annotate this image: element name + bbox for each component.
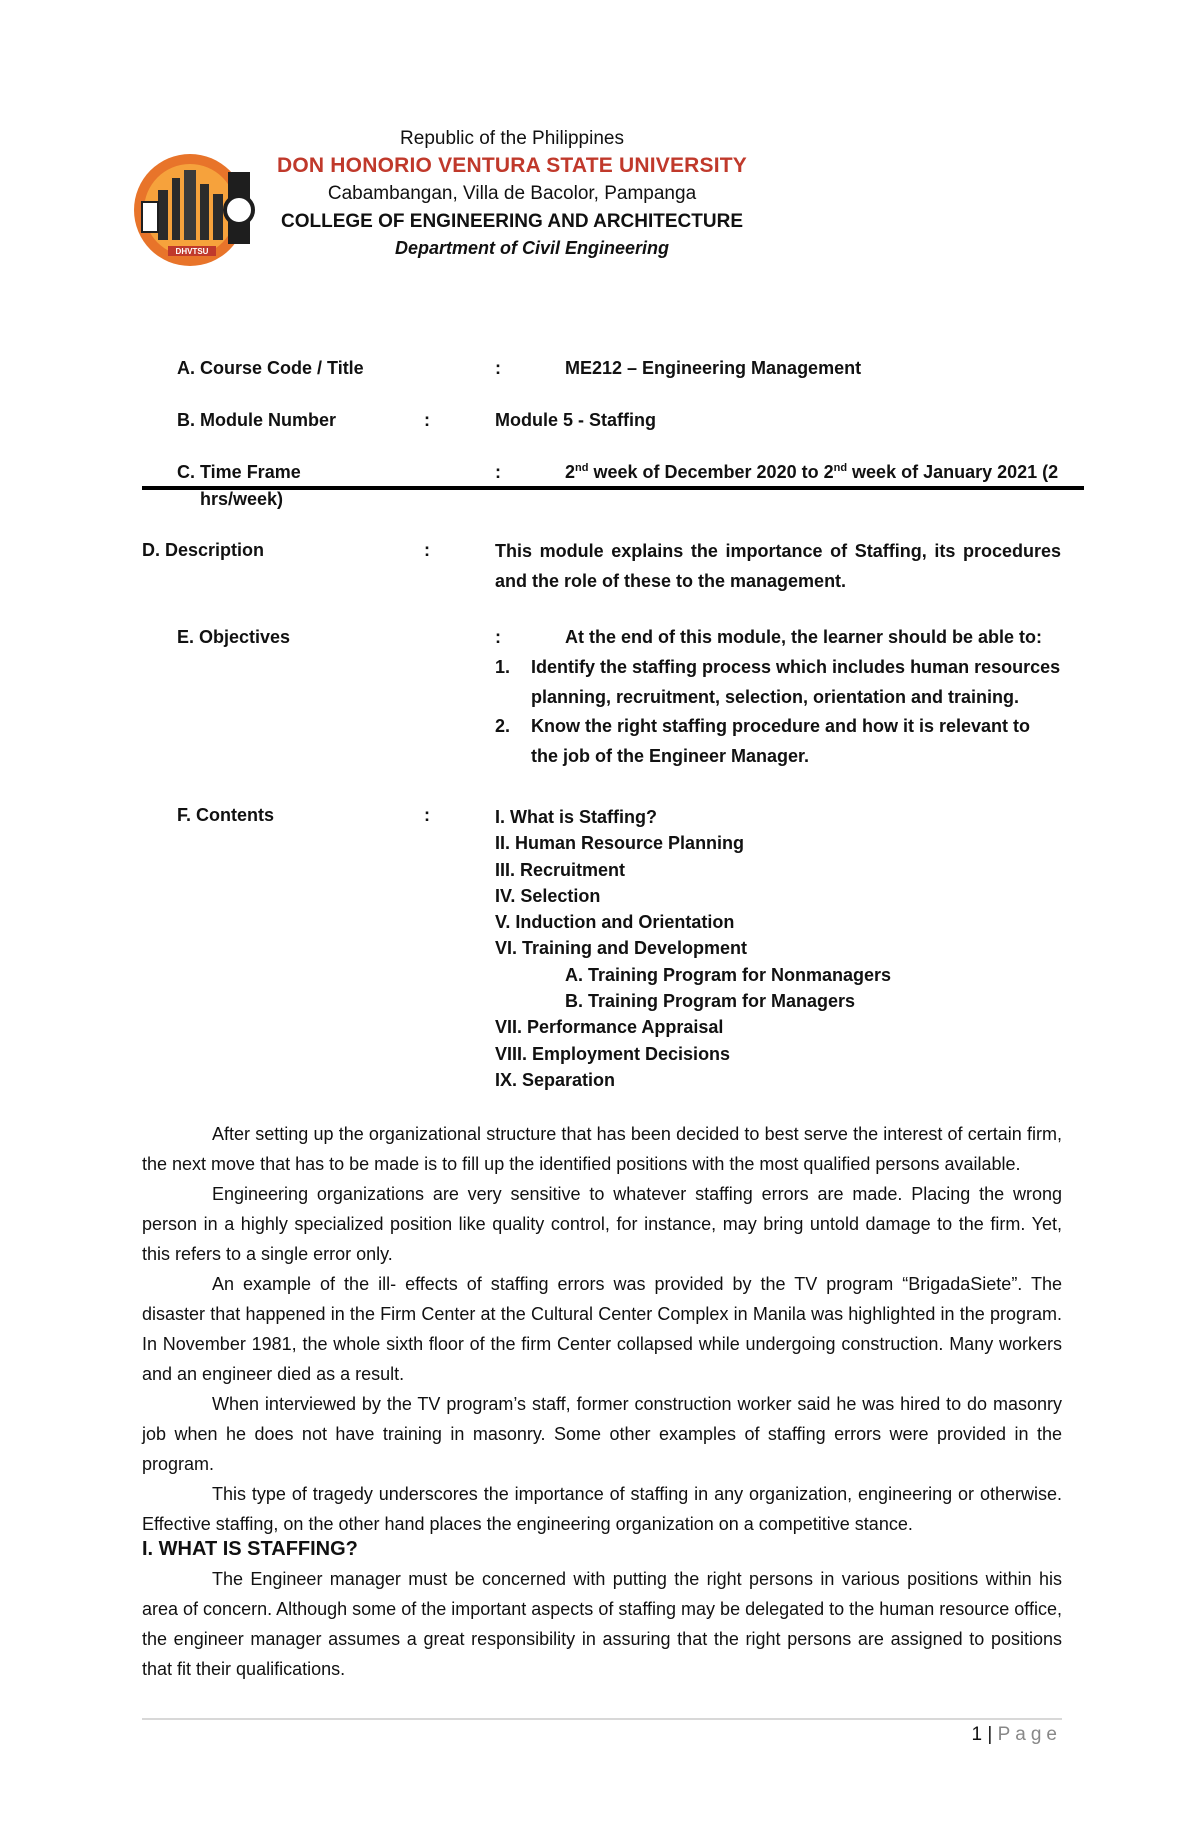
contents-item: VII. Performance Appraisal [495,1017,724,1038]
body-paragraph: Engineering organizations are very sensitive to whatever staffing errors are made. Placing the wrong person in a highly specialized position like quality control, for instance, may bring untold damage to the firm. Yet, this refers to a single error only. [142,1184,1062,1264]
university-address: Cabambangan, Villa de Bacolor, Pampanga [327,183,697,204]
description-text: This module explains the importance of Staffing, its procedures and the role of these to the management. [495,541,1061,591]
page-number [920,1724,1062,1746]
objective-item: 2. Know the right staffing procedure and how it is relevant to the job of the Engineer Manager. [495,716,1031,766]
body-paragraph: When interviewed by the TV program’s staff, former construction worker said he was hired to do masonry job when he does not have training in masonry. Some other examples of staffing errors were provided in the program. [142,1394,1062,1474]
header-rule [142,486,1084,490]
objectives-colon: : [495,627,501,647]
module-number-value: Module 5 - Staffing [495,410,656,430]
contents-item: VI. Training and Development [495,938,748,959]
body-paragraph: After setting up the organizational structure that has been decided to best serve the interest of certain firm, the next move that has to be made is to fill up the identified positions with the most qualified persons available. [142,1124,1062,1174]
page-number-value: 1 [971,1724,983,1745]
university-name: DON HONORIO VENTURA STATE UNIVERSITY [277,154,747,177]
contents-item: II. Human Resource Planning [495,833,745,854]
time-frame-colon: : [495,462,501,482]
contents-item: I. What is Staffing? [495,807,657,827]
contents-subitem: A. Training Program for Nonmanagers [565,964,892,985]
page-separator: | [987,1724,993,1745]
objectives-intro: At the end of this module, the learner should be able to: [565,627,1043,647]
course-code-label: A. Course Code / Title [177,358,364,378]
section-body [142,1564,1062,1684]
body-paragraph: This type of tragedy underscores the importance of staffing in any organization, engineering or otherwise. Effective staffing, on the other hand places the engineering organization on a competitive stance. [142,1484,1062,1534]
course-code-colon: : [495,358,501,378]
contents-label: F. Contents [177,805,274,825]
contents-colon: : [424,805,430,825]
time-frame-value: 2nd week of December 2020 to 2nd week of January 2021 (2 [565,462,1059,482]
republic-line: Republic of the Philippines [400,128,624,149]
module-number-label: B. Module Number [177,410,337,430]
time-frame-label: C. Time Frame [177,462,301,482]
contents-item: III. Recruitment [495,859,626,880]
college-name: COLLEGE OF ENGINEERING AND ARCHITECTURE [281,211,743,232]
course-code-value: ME212 – Engineering Management [565,358,862,378]
contents-item: VIII. Employment Decisions [495,1043,731,1064]
objective-item: 1. Identify the staffing process which includes human resources planning, recruitment, selection, orientation and training. [495,657,1061,707]
department-name: Department of Civil Engineering [394,238,670,258]
contents-item: IX. Separation [495,1069,616,1090]
contents-list [495,804,891,1093]
description-label: D. Description [142,540,265,560]
objectives-label: E. Objectives [177,627,291,647]
contents-item: IV. Selection [495,885,601,906]
description-colon: : [424,540,430,560]
contents-item: V. Induction and Orientation [495,912,735,933]
page-label: Page [997,1724,1062,1745]
body-text [142,1119,1062,1539]
module-number-colon: : [424,410,430,430]
contents-subitem: B. Training Program for Managers [565,991,856,1012]
time-frame-wrap: hrs/week) [200,489,284,509]
body-paragraph: An example of the ill- effects of staffing errors was provided by the TV program “BrigadaSiete”. The disaster that happened in the Firm Center at the Cultural Center Complex in Manila was highlighted in the program. In November 1981, the whole sixth floor of the firm Center collapsed while undergoing construction. Many workers and an engineer died as a result. [142,1274,1062,1384]
section-heading: I. WHAT IS STAFFING? [142,1538,358,1560]
logo-text: DHVTSU [175,247,209,256]
section-paragraph: The Engineer manager must be concerned with putting the right persons in various positions within his area of concern. Although some of the important aspects of staffing may be delegated to the human resource office, the engineer manager assumes a great responsibility in assuring that the right persons are assigned to positions that fit their qualifications. [142,1569,1062,1679]
footer-rule [142,1718,1062,1720]
